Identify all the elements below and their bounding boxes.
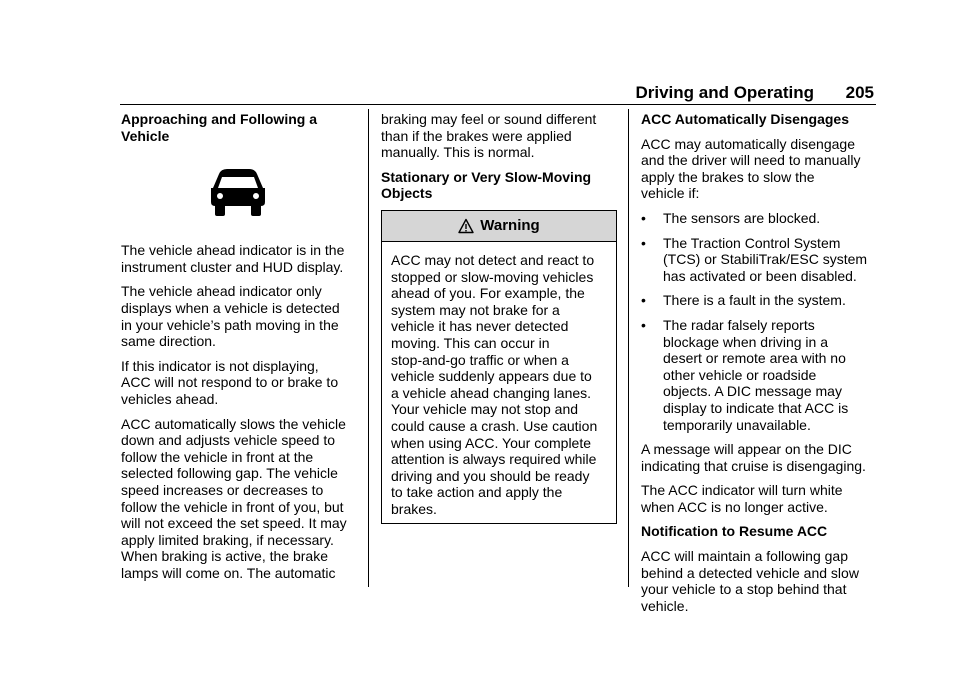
column-1	[121, 111, 357, 589]
section-title: Driving and Operating	[635, 83, 814, 102]
column-3	[641, 111, 877, 622]
page-number: 205	[845, 83, 874, 102]
warning-title: Warning	[480, 216, 540, 234]
warning-icon	[458, 218, 474, 234]
warning-box	[381, 210, 617, 525]
section-heading: Approaching and Following a Vehicle	[121, 111, 317, 144]
bullet: •	[641, 292, 646, 309]
column-2	[381, 111, 617, 524]
list-item: • The radar falsely reports blockage when driving in a desert or remote area with no other vehicle or roadside objects. A DIC message may display to indicate that ACC is temporarily unavailable.	[641, 316, 849, 433]
bullet: •	[641, 209, 646, 226]
paragraph: The ACC indicator will turn white when ACC is no longer active.	[641, 482, 843, 515]
paragraph: A message will appear on the DIC indicating that cruise is disengaging.	[641, 441, 866, 474]
paragraph: ACC will maintain a following gap behind a detected vehicle and slow your vehicle to a stop behind that vehicle.	[641, 548, 859, 614]
section-heading: Stationary or Very Slow-Moving Objects	[381, 168, 592, 202]
warning-header	[382, 211, 616, 242]
paragraph: braking may feel or sound different than if the brakes were applied manually. This is normal.	[381, 111, 597, 161]
column-divider	[628, 109, 629, 587]
page-header	[120, 83, 876, 103]
bullet: •	[641, 316, 646, 333]
list-item: • There is a fault in the system.	[641, 292, 846, 309]
warning-text: ACC may not detect and react to stopped or slow-moving vehicles ahead of you. For example, the system may not brake for a vehicle it has never detected moving. This can occur in stop-and-go traffic or when a vehicle suddenly appears due to a vehicle ahead changing lanes. Your vehicle may not stop and could cause a crash. Use caution when using ACC. Your complete attention is always required while driving and you should be ready to take action and apply the brakes.	[391, 251, 598, 517]
header-rule	[120, 104, 876, 105]
paragraph: ACC automatically slows the vehicle down and adjusts vehicle speed to follow the vehicle in front at the selected following gap. The vehicle speed increases or decreases to follow the vehicle in front of you, but will not exceed the set speed. It may apply limited braking, if necessary. When braking is active, the brake lamps will come on. The automatic	[121, 415, 347, 581]
vehicle-ahead-icon	[207, 168, 269, 218]
list-item: • The sensors are blocked.	[641, 209, 821, 226]
paragraph: The vehicle ahead indicator is in the instrument cluster and HUD display.	[121, 242, 345, 275]
bullet: •	[641, 234, 646, 251]
paragraph: If this indicator is not displaying, ACC will not respond to or brake to vehicles ahead.	[121, 357, 339, 407]
section-heading: Notification to Resume ACC	[641, 523, 828, 540]
column-divider	[368, 109, 369, 587]
paragraph: ACC may automatically disengage and the driver will need to manually apply the brakes to slow the vehicle if:	[641, 135, 861, 202]
list-item: • The Traction Control System (TCS) or StabiliTrak/ESC system has activated or been disabled.	[641, 234, 868, 284]
paragraph: The vehicle ahead indicator only displays when a vehicle is detected in your vehicle’s path moving in the same direction.	[121, 283, 340, 350]
section-heading: ACC Automatically Disengages	[641, 111, 849, 127]
